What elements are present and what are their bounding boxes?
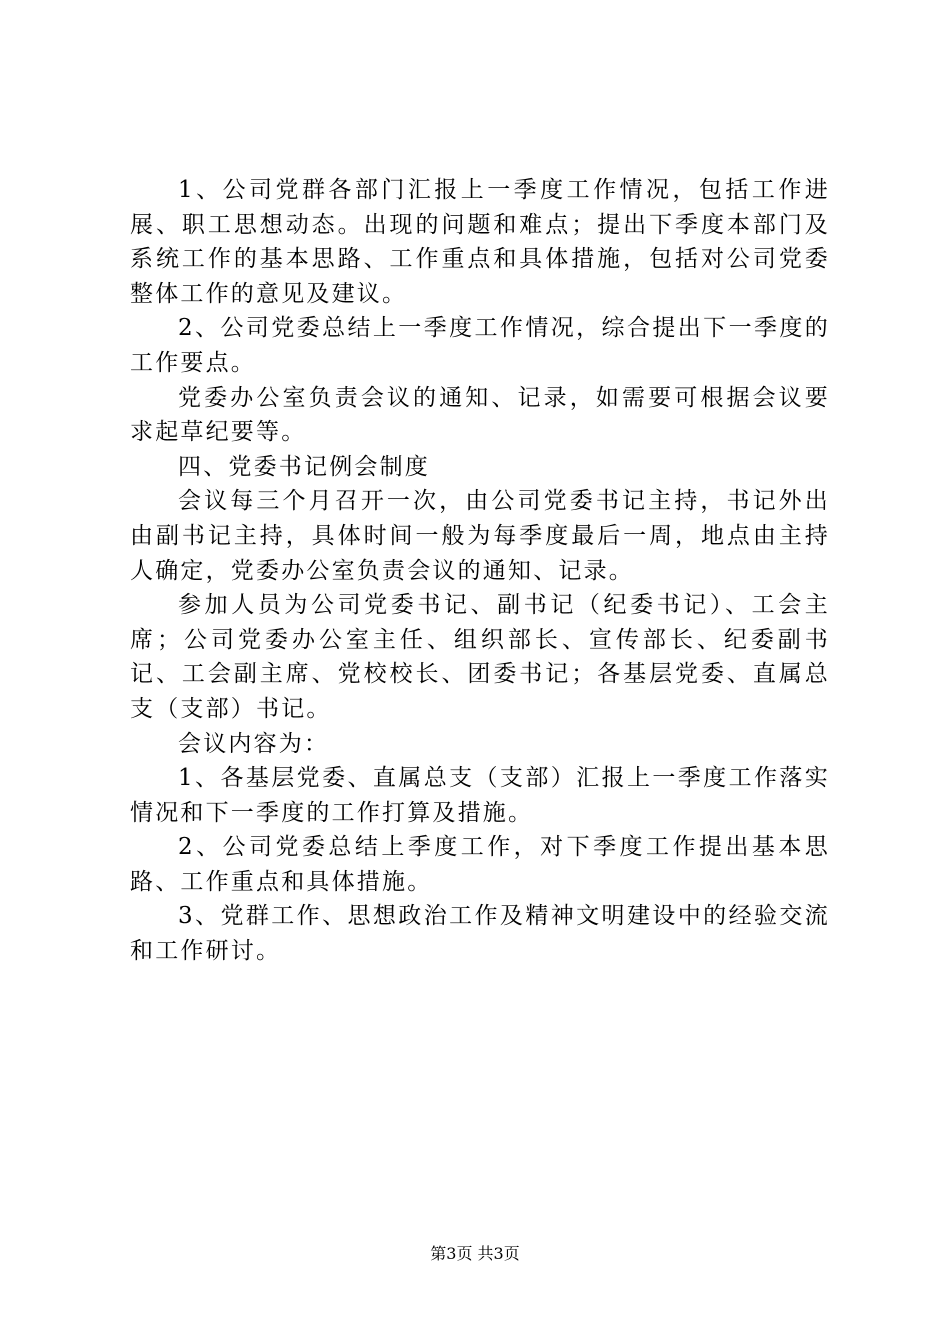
paragraph: 参加人员为公司党委书记、副书记（纪委书记）、工会主席；公司党委办公室主任、组织部长、宣传部长、纪委副书记、工会副主席、党校校长、团委书记；各基层党委、直属总支（支部）书记。 [130,592,830,722]
paragraph: 2、公司党委总结上季度工作，对下季度工作提出基本思路、工作重点和具体措施。 [130,834,830,895]
paragraph: 1、各基层党委、直属总支（支部）汇报上一季度工作落实情况和下一季度的工作打算及措施。 [130,765,830,826]
paragraph: 党委办公室负责会议的通知、记录，如需要可根据会议要求起草纪要等。 [130,384,830,446]
paragraph: 会议每三个月召开一次，由公司党委书记主持，书记外出由副书记主持，具体时间一般为每季度最后一周，地点由主持人确定，党委办公室负责会议的通知、记录。 [130,488,830,584]
page-number-footer: 第3页 共3页 [430,1244,520,1263]
paragraph: 3、党群工作、思想政治工作及精神文明建设中的经验交流和工作研讨。 [130,903,830,965]
paragraph: 会议内容为： [178,730,330,757]
paragraph: 2、公司党委总结上一季度工作情况，综合提出下一季度的工作要点。 [130,315,830,376]
section-heading: 四、党委书记例会制度 [178,453,430,480]
document-body [130,173,830,969]
paragraph: 1、公司党群各部门汇报上一季度工作情况，包括工作进展、职工思想动态。出现的问题和难点；提出下季度本部门及系统工作的基本思路、工作重点和具体措施，包括对公司党委整体工作的意见及建议。 [130,177,830,307]
